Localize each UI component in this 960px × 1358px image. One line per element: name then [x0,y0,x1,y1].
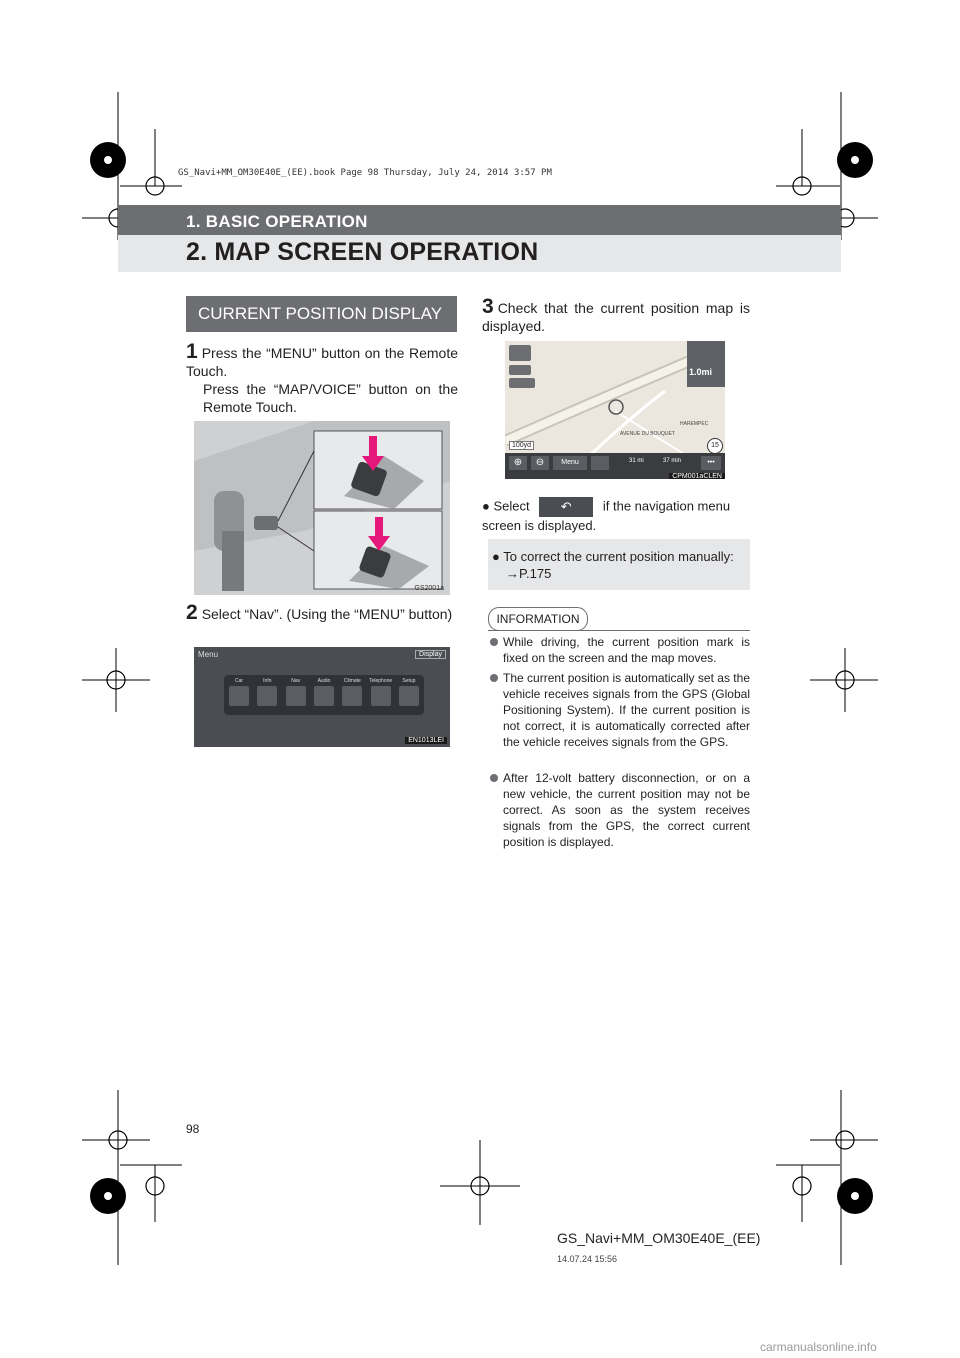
bullet-icon: ● [482,498,490,514]
display-button[interactable]: Display [415,650,446,659]
menu-screen [194,647,450,747]
map-screen [505,341,725,479]
bullet-icon [490,774,498,782]
step-3 [482,295,750,335]
step-2 [186,601,458,624]
step-number: 3 [482,295,494,318]
menu-item-setup[interactable]: Setup [396,678,422,708]
street-label-2: HAREMPEC [680,421,709,427]
info-item: While driving, the current position mark is fixed on the screen and the map moves. [490,634,750,666]
arrow-icon: → [506,566,519,581]
menu-item-climate[interactable]: Climate [339,678,365,708]
street-label-1: AVENUE DU BOUQUET [620,431,675,437]
note-text: To correct the current position manually: [503,549,734,564]
step-1-line-2: Press the “MAP/VOICE” button on the Remote Touch. [203,381,458,415]
book-header: GS_Navi+MM_OM30E40E_(EE).book Page 98 Thursday, July 24, 2014 3:57 PM [178,168,552,178]
menu-item-nav[interactable]: Nav [283,678,309,708]
info-item: The current position is automatically set as the vehicle receives signals from the GPS (Global Positioning System). If the current position is not correct, it is automatically corrected after the vehicle receives signals from the GPS. [490,670,750,750]
step-number: 1 [186,340,198,363]
figure-code: GS2001a [414,585,444,592]
step-1-line-1: Press the “MENU” button on the Remote Touch. [186,345,458,379]
map-menu-button[interactable]: Menu [553,456,587,470]
information-divider [488,630,750,631]
information-label: INFORMATION [488,607,588,631]
compass-button[interactable] [509,345,531,361]
select-suffix: if the navigation menu screen is displayed. [482,498,731,533]
menu-item-telephone[interactable]: Telephone [368,678,394,708]
remote-touch-illustration [194,421,450,595]
back-button-icon: ↶ [539,497,593,517]
note-text-block [492,548,746,582]
select-prefix: Select [493,498,530,514]
trip-distance: 31 mi [629,458,644,464]
subsection-title: CURRENT POSITION DISPLAY [198,304,443,323]
menu-title: Menu [198,650,219,659]
page-title: 2. MAP SCREEN OPERATION [186,238,539,266]
menu-items [226,678,422,708]
footer-code: GS_Navi+MM_OM30E40E_(EE) [557,1230,761,1246]
bullet-icon: ● [492,549,500,564]
trip-time: 37 min [663,458,682,464]
bullet-icon [490,638,498,646]
remote-touch-drawing [194,421,450,595]
more-button[interactable]: ••• [701,456,721,470]
figure-code: CPM001aCLEN [669,473,725,479]
select-back-note [482,497,750,535]
bullet-icon [490,674,498,682]
turn-distance: 1.0mi [689,367,713,377]
step-1 [186,340,458,416]
step-2-text: Select “Nav”. (Using the “MENU” button) [201,606,453,622]
step-3-text: Check that the current position map is displayed. [482,300,750,334]
watermark: carmanualsonline.info [760,1340,877,1354]
menu-item-info[interactable]: Info [254,678,280,708]
map-scale[interactable]: 100yd [509,441,534,450]
traffic-button[interactable] [509,365,531,375]
figure-code: EN1013LEI [405,737,447,744]
zoom-in-button[interactable]: ⊕ [509,456,527,470]
poi-button[interactable] [509,378,535,388]
info-item: After 12-volt battery disconnection, or on a new vehicle, the current position may not be correct. As soon as the system receives signals from the GPS, the correct current position is displayed. [490,770,750,850]
menu-item-car[interactable]: Car [226,678,252,708]
page-number: 98 [186,1122,200,1136]
menu-item-audio[interactable]: Audio [311,678,337,708]
step-number: 2 [186,601,198,624]
section-label: 1. BASIC OPERATION [186,212,368,231]
road-badge: 15 [707,438,723,454]
footer-date: 14.07.24 15:56 [557,1254,618,1264]
note-ref[interactable]: P.175 [519,566,552,581]
voice-button[interactable] [591,456,609,470]
zoom-out-button[interactable]: ⊖ [531,456,549,470]
